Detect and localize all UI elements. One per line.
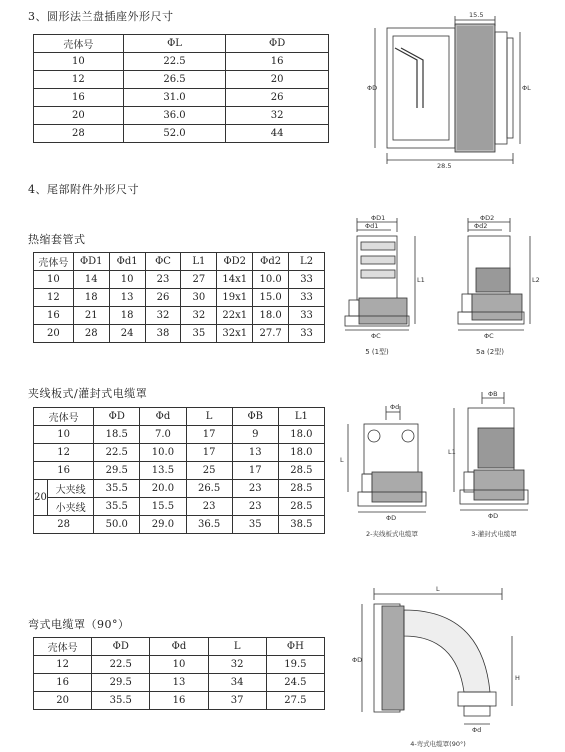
table-row: 16 29.5 13 34 24.5 [34, 674, 325, 692]
table-header: 壳体号 ΦD Φd L ΦB L1 [34, 408, 325, 426]
dim-d1-label: ΦD1 [371, 214, 386, 222]
table-header: 壳体号 ΦD1 Φd1 ΦC L1 ΦD2 Φd2 L2 [34, 253, 325, 271]
dim-c2-label: ΦC [484, 332, 494, 340]
table-row: 16 31.0 26 [34, 89, 329, 107]
dim-pot-b-label: ΦB [488, 390, 498, 398]
dim-elbow-d-label: ΦD [352, 656, 363, 664]
section4-title: 4、尾部附件外形尺寸 [28, 183, 139, 196]
table-row: 10 22.5 16 [34, 53, 329, 71]
dim-right-label: ΦL [522, 84, 531, 92]
flange-socket-table [33, 34, 329, 143]
dim-d2-label: ΦD2 [480, 214, 495, 222]
table-row: 12 22.5 10.0 17 13 18.0 [34, 444, 325, 462]
dim-c-label: ΦC [371, 332, 381, 340]
table-row: 28 52.0 44 [34, 125, 329, 143]
table-row: 20 大夹线 35.5 20.0 26.5 23 28.5 [34, 480, 325, 498]
table-row: 12 18 13 26 30 19x1 15.0 33 [34, 289, 325, 307]
dim-elbow-small-d-label: Φd [472, 726, 482, 734]
heat-shrink-table [33, 252, 325, 343]
caption-type1: 5 (1型) [365, 348, 389, 356]
caption-potting: 3-灌封式电缆罩 [471, 530, 517, 538]
dim-top-label: 15.5 [469, 11, 484, 19]
section3-title: 3、圆形法兰盘插座外形尺寸 [28, 10, 174, 23]
table-row: 20 35.5 16 37 27.5 [34, 692, 325, 710]
heat-shrink-type2-drawing [448, 212, 548, 360]
table-row: 小夹线 35.5 15.5 23 23 28.5 [34, 498, 325, 516]
dim-elbow-h-label: H [515, 674, 520, 682]
table-row: 10 18.5 7.0 17 9 18.0 [34, 426, 325, 444]
dim-clamp-d-label: Φd [390, 403, 400, 411]
dim-bottom-label: 28.5 [437, 162, 452, 168]
table-row: 28 50.0 29.0 36.5 35 38.5 [34, 516, 325, 534]
heat-shrink-type1-drawing [335, 212, 425, 360]
dim-left-label: ΦD [367, 84, 378, 92]
dim-l2-label: L2 [532, 276, 540, 284]
dim-clamp-bd-label: ΦD [386, 514, 397, 522]
heat-shrink-title: 热缩套管式 [28, 233, 86, 246]
caption-clamp: 2-夹线板式电缆罩 [366, 530, 418, 538]
dim-pot-d-label: ΦD [488, 512, 499, 520]
table-row: 16 21 18 32 32 22x1 18.0 33 [34, 307, 325, 325]
dim-d2-inner-label: Φd2 [474, 222, 488, 230]
dim-elbow-l-label: L [436, 585, 440, 593]
clamp-title: 夹线板式/灌封式电缆罩 [28, 387, 148, 400]
elbow-cable-cover-drawing [352, 580, 532, 750]
clamp-cable-cover-drawing [338, 400, 438, 545]
table-row: 20 28 24 38 35 32x1 27.7 33 [34, 325, 325, 343]
table-header: 壳体号 ΦL ΦD [34, 35, 329, 53]
table-row: 16 29.5 13.5 25 17 28.5 [34, 462, 325, 480]
flange-socket-drawing [365, 8, 535, 168]
dim-pot-l1-label: L1 [448, 448, 456, 456]
elbow-table [33, 637, 325, 710]
caption-type2: 5a (2型) [476, 348, 504, 356]
table-row: 20 36.0 32 [34, 107, 329, 125]
table-header: 壳体号 ΦD Φd L ΦH [34, 638, 325, 656]
clamp-table [33, 407, 325, 534]
table-row: 12 26.5 20 [34, 71, 329, 89]
table-row: 12 22.5 10 32 19.5 [34, 656, 325, 674]
elbow-title: 弯式电缆罩（90°） [28, 618, 130, 631]
dim-d1-inner-label: Φd1 [365, 222, 379, 230]
table-row: 10 14 10 23 27 14x1 10.0 33 [34, 271, 325, 289]
dim-clamp-l-label: L [340, 456, 344, 464]
dim-l1-label: L1 [417, 276, 425, 284]
caption-elbow: 4-弯式电缆罩(90°) [410, 740, 466, 748]
potting-cable-cover-drawing [448, 388, 548, 545]
